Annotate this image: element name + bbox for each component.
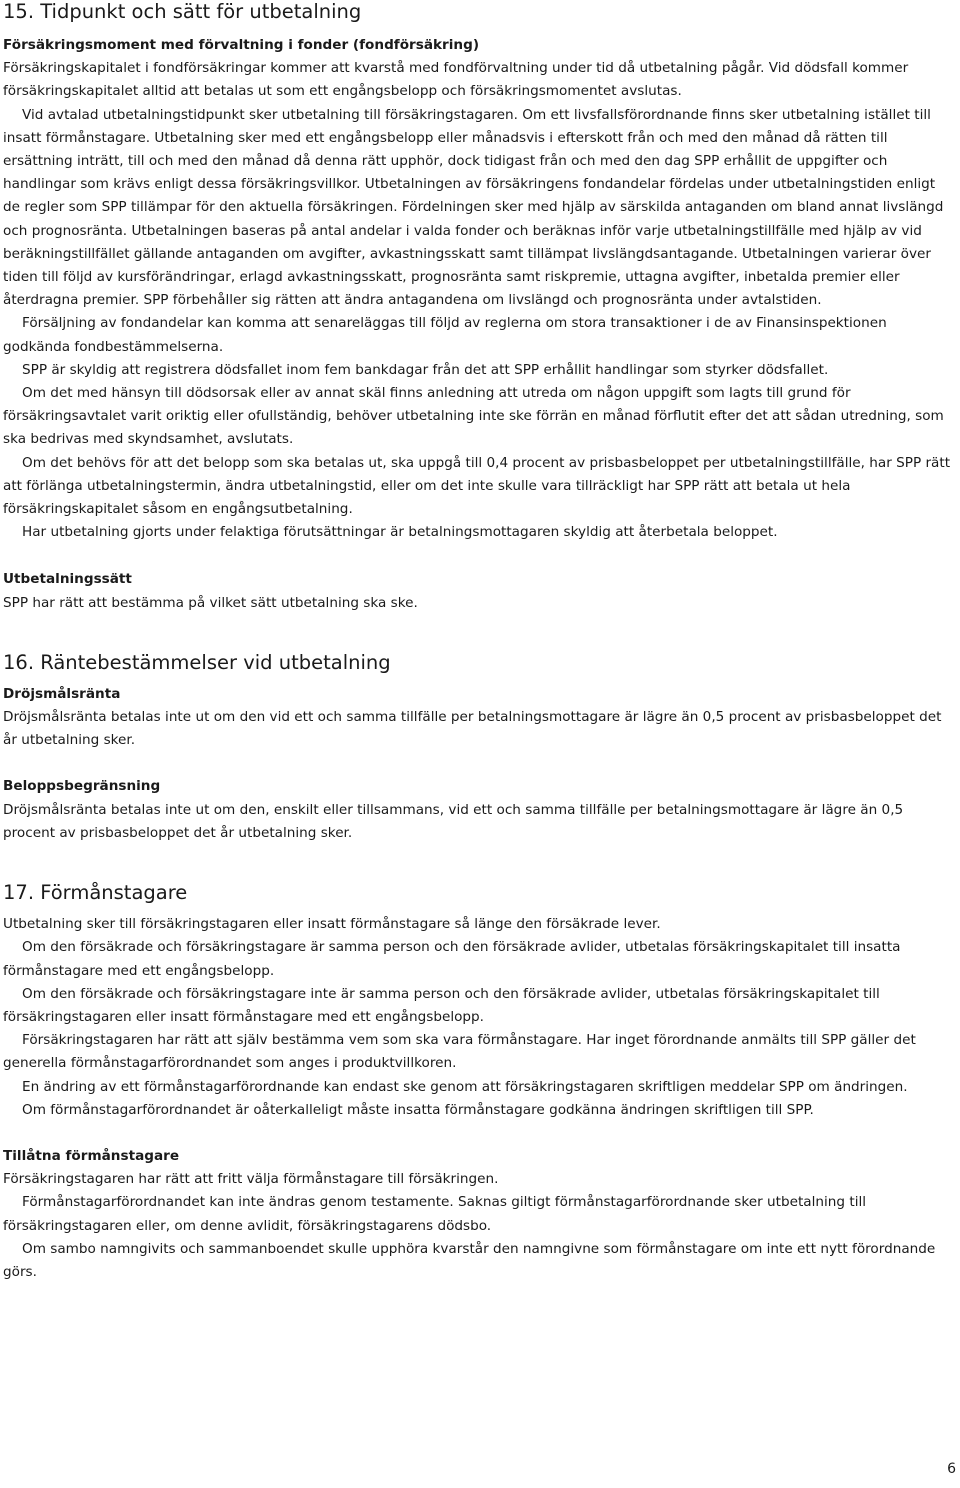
section-15-subheading-utbetalningssatt: Utbetalningssätt — [3, 571, 132, 588]
section-15-paragraph-7: Har utbetalning gjorts under felaktiga förutsättningar är betalningsmottagaren skyldig att återbetala beloppet. — [22, 524, 778, 541]
section-15-paragraph-3: Försäljning av fondandelar kan komma att senareläggas till följd av reglerna om stora transaktioner i de av Finansinspektionen godkända fondbestämmelserna. — [3, 315, 887, 355]
section-15-paragraph-8: SPP har rätt att bestämma på vilket sätt utbetalning ska ske. — [3, 594, 418, 611]
section-17-paragraph-4: Försäkringstagaren har rätt att själv bestämma vem som ska vara förmånstagare. Har inget förordnande anmälts till SPP gäller det generella förmånstagarförordnandet som anges i produktvillkoren. — [3, 1032, 916, 1072]
section-15-paragraph-4: SPP är skyldig att registrera dödsfallet inom fem bankdagar från det att SPP erhållit handlingar som styrker dödsfallet. — [22, 361, 829, 378]
section-17-paragraph-1: Utbetalning sker till försäkringstagaren eller insatt förmånstagare så länge den försäkrade lever. — [3, 916, 661, 933]
section-17-paragraph-7: Försäkringstagaren har rätt att fritt välja förmånstagare till försäkringen. — [3, 1171, 499, 1188]
section-17-paragraph-2: Om den försäkrade och försäkringstagare är samma person och den försäkrade avlider, utbetalas försäkringskapitalet till insatta förmånstagare med ett engångsbelopp. — [3, 939, 901, 979]
section-16-subheading-beloppsbegransning: Beloppsbegränsning — [3, 778, 161, 795]
document-page — [3, 0, 953, 1284]
page-number: 6 — [947, 1461, 956, 1477]
section-17-paragraph-3: Om den försäkrade och försäkringstagare inte är samma person och den försäkrade avlider, utbetalas försäkringskapitalet till försäkringstagaren eller insatt förmånstagare med ett engångsbelopp. — [3, 985, 880, 1025]
section-15-paragraph-1: Försäkringskapitalet i fondförsäkringar kommer att kvarstå med fondförvaltning under tid då utbetalning pågår. Vid dödsfall kommer försäkringskapitalet alltid att betalas ut som ett engångsbelopp och försäkringsmomentet avslutas. — [3, 60, 909, 100]
section-15-paragraph-6: Om det behövs för att det belopp som ska betalas ut, ska uppgå till 0,4 procent av prisbasbeloppet per utbetalningstillfälle, har SPP rätt att förlänga utbetalningstermin, ändra utbetalningstid, eller om det inte skulle vara tillräckligt har SPP rätt att betala ut hela försäkringskapitalet såsom en engångsutbetalning. — [3, 454, 951, 518]
section-16-subheading-drojsmalsranta: Dröjsmålsränta — [3, 685, 121, 702]
section-17-paragraph-6: Om förmånstagarförordnandet är oåterkalleligt måste insatta förmånstagare godkänna ändringen skriftligen till SPP. — [22, 1101, 814, 1118]
section-17-title: 17. Förmånstagare — [3, 881, 188, 905]
section-16-paragraph-2: Dröjsmålsränta betalas inte ut om den, enskilt eller tillsammans, vid ett och samma tillfälle per betalningsmottagare är lägre än 0,5 procent av prisbasbeloppet det år utbetalning sker. — [3, 801, 904, 841]
section-17-paragraph-8: Förmånstagarförordnandet kan inte ändras genom testamente. Saknas giltigt förmånstagarförordnande sker utbetalning till försäkringstagaren eller, om denne avlidit, försäkringstagarens dödsbo. — [3, 1194, 867, 1234]
section-17-paragraph-5: En ändring av ett förmånstagarförordnande kan endast ske genom att försäkringstagaren skriftligen meddelar SPP om ändringen. — [22, 1078, 908, 1095]
section-17-paragraph-9: Om sambo namngivits och sammanboendet skulle upphöra kvarstår den namngivne som förmånstagare om inte ett nytt förordnande görs. — [3, 1240, 936, 1280]
section-15-title: 15. Tidpunkt och sätt för utbetalning — [3, 0, 362, 23]
section-16-paragraph-1: Dröjsmålsränta betalas inte ut om den vid ett och samma tillfälle per betalningsmottagare är lägre än 0,5 procent av prisbasbeloppet det år utbetalning sker. — [3, 709, 942, 749]
section-15-subheading-fondforsakring: Försäkringsmoment med förvaltning i fonder (fondförsäkring) — [3, 37, 480, 53]
section-17-subheading-tillatna-formanstagare: Tillåtna förmånstagare — [3, 1147, 180, 1164]
section-16-title: 16. Räntebestämmelser vid utbetalning — [3, 650, 391, 674]
section-15-paragraph-2: Vid avtalad utbetalningstidpunkt sker utbetalning till försäkringstagaren. Om ett livsfallsförordnande finns sker utbetalning istället till insatt förmånstagare. Utbetalning sker med ett engångsbelopp eller månadsvis i efterskott från och med den månad då rätten till ersättning inträtt, till och med den månad då denna rätt upphör, dock tidigast från och med den dag SPP erhållit de uppgifter och handlingar som krävs enligt dessa försäkringsvillkor. Utbetalningen av försäkringens fondandelar fördelas under utbetalningstiden enligt de regler som SPP tillämpar för den aktuella försäkringen. Fördelningen sker med hjälp av särskilda antaganden om bland annat livslängd och prognosränta. Utbetalningen baseras på antal andelar i valda fonder och beräknas inför varje utbetalningstillfälle med hjälp av vid beräkningstillfället gällande antaganden om avgifter, avkastningsskatt samt tillämpat livslängdsantagande. Utbetalningen varierar över tiden till följd av kursförändringar, erlagd avkastningsskatt, prognosränta samt riskpremie, uttagna avgifter, inbetalda premier eller återdragna premier. SPP förbehåller sig rätten att ändra antagandena om livslängd och prognosränta under avtalstiden. — [3, 106, 944, 309]
section-15-paragraph-5: Om det med hänsyn till dödsorsak eller av annat skäl finns anledning att utreda om någon uppgift som lagts till grund för försäkringsavtalet varit oriktig eller ofullständig, behöver utbetalning inte ske förrän en månad förflutit efter det att sådan utredning, som ska bedrivas med skyndsamhet, avslutats. — [3, 385, 944, 448]
